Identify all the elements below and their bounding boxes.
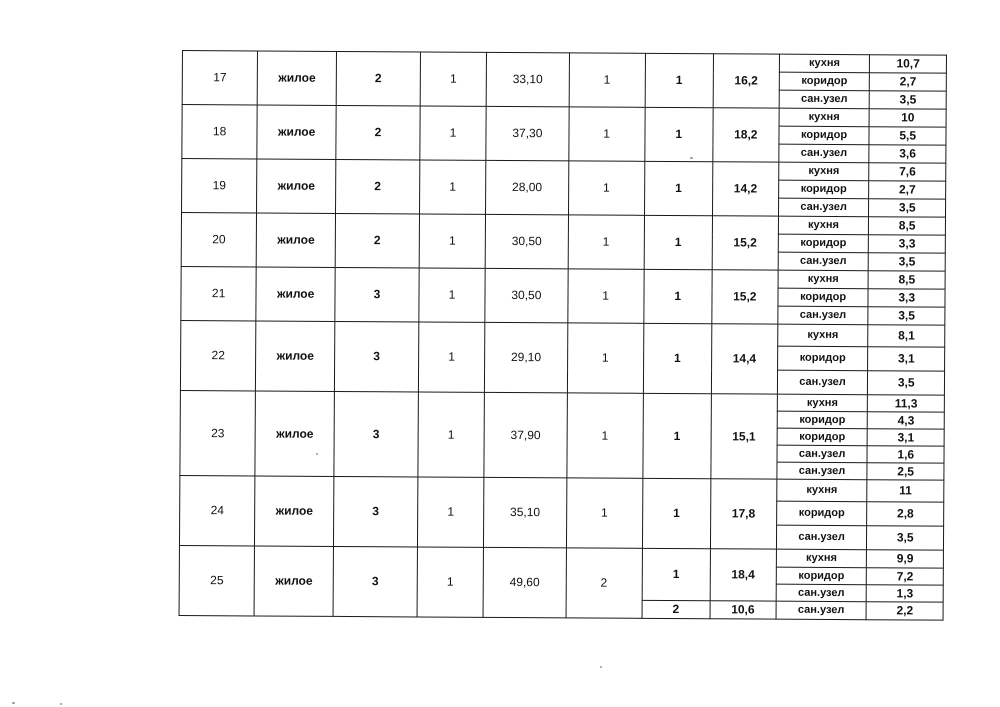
room-number: 1: [645, 53, 714, 107]
total-area: 30,50: [485, 214, 568, 269]
aux-room-name: сан.узел: [778, 306, 869, 325]
aux-room-name: кухня: [777, 324, 868, 347]
scan-speck: [60, 703, 62, 705]
table-row: [181, 213, 945, 236]
aux-room-area: 10: [869, 109, 946, 127]
room-area: 18,2: [713, 108, 779, 162]
aux-room-area: 9,9: [867, 550, 944, 568]
room-area: 10,6: [710, 601, 776, 619]
scan-speck: [316, 453, 318, 455]
aux-room-name: коридор: [778, 288, 869, 307]
scan-speck: [690, 157, 693, 159]
aux-room-name: коридор: [776, 501, 867, 526]
room-area: 14,4: [711, 324, 777, 394]
apartment-type: жилое: [256, 267, 335, 321]
floor: 2: [336, 105, 420, 160]
room-number: 1: [643, 323, 712, 393]
apartment-number: 21: [181, 266, 257, 320]
room-number: 1: [644, 269, 713, 323]
apartment-type: жилое: [257, 51, 336, 105]
total-area: 35,10: [484, 477, 567, 548]
aux-room-name: сан.узел: [777, 445, 868, 463]
column-4: 1: [417, 477, 484, 547]
apartment-type: жилое: [255, 391, 334, 476]
floor: 3: [335, 267, 419, 322]
table-row: [182, 105, 946, 128]
column-4: 1: [418, 322, 485, 392]
aux-room-area: 3,5: [870, 91, 947, 109]
column-4: 1: [419, 214, 486, 268]
aux-room-area: 3,1: [868, 347, 945, 371]
apartment-number: 23: [180, 390, 256, 475]
floor: 3: [333, 546, 417, 617]
total-area: 29,10: [485, 322, 568, 393]
aux-room-name: коридор: [779, 72, 870, 91]
column-4: 1: [420, 52, 487, 106]
aux-room-name: кухня: [778, 216, 869, 235]
aux-room-name: сан.узел: [779, 90, 870, 109]
aux-room-area: 4,3: [868, 412, 945, 429]
room-count: 1: [568, 161, 644, 215]
aux-room-name: кухня: [778, 162, 869, 181]
aux-room-name: кухня: [778, 270, 869, 289]
total-area: 37,90: [484, 392, 567, 478]
aux-room-name: коридор: [778, 180, 869, 199]
column-4: 1: [418, 392, 485, 477]
apartment-type: жилое: [257, 105, 336, 159]
room-area: 15,1: [711, 394, 777, 479]
column-4: 1: [420, 106, 487, 160]
apartment-number: 25: [179, 545, 255, 615]
aux-room-area: 3,3: [869, 235, 946, 253]
room-count: 1: [567, 269, 643, 323]
aux-room-area: 2,7: [869, 181, 946, 199]
total-area: 33,10: [486, 52, 569, 107]
aux-room-area: 3,3: [868, 289, 945, 307]
total-area: 49,60: [483, 547, 566, 618]
aux-room-area: 8,5: [868, 271, 945, 289]
aux-room-area: 11,3: [868, 395, 945, 412]
aux-room-area: 3,5: [867, 526, 944, 550]
aux-room-name: коридор: [778, 234, 869, 253]
aux-room-name: коридор: [777, 346, 868, 371]
floor: 2: [336, 159, 420, 214]
table-row: [180, 475, 944, 502]
floor: 3: [334, 321, 418, 392]
room-number: 1: [644, 161, 713, 215]
scan-speck: [12, 702, 15, 704]
aux-room-area: 7,6: [869, 163, 946, 181]
total-area: 30,50: [485, 268, 568, 323]
room-number: 1: [642, 478, 711, 548]
aux-room-area: 10,7: [870, 55, 947, 73]
aux-room-area: 3,5: [868, 371, 945, 395]
aux-room-name: сан.узел: [778, 198, 869, 217]
aux-room-area: 8,1: [868, 325, 945, 347]
room-number: 1: [642, 548, 711, 600]
room-area: 16,2: [713, 54, 779, 108]
column-4: 1: [419, 160, 486, 214]
aux-room-name: кухня: [779, 54, 870, 73]
floor: 3: [334, 476, 418, 547]
aux-room-name: кухня: [776, 479, 867, 502]
aux-room-name: сан.узел: [776, 601, 867, 620]
total-area: 37,30: [486, 106, 569, 161]
aux-room-name: кухня: [776, 549, 867, 568]
aux-room-name: кухня: [777, 394, 868, 412]
apartment-type: жилое: [257, 159, 336, 213]
room-count: 1: [569, 53, 645, 107]
aux-room-area: 2,5: [867, 463, 944, 480]
column-4: 1: [419, 268, 486, 322]
room-area: 15,2: [712, 270, 778, 324]
room-number: 1: [644, 215, 713, 269]
room-area: 15,2: [712, 216, 778, 270]
aux-room-area: 5,5: [869, 127, 946, 145]
scan-speck: [600, 666, 602, 668]
aux-room-area: 2,7: [870, 73, 947, 91]
aux-room-name: коридор: [776, 567, 867, 585]
room-number: 1: [645, 107, 714, 161]
aux-room-name: сан.узел: [779, 144, 870, 163]
apartment-type: жилое: [256, 321, 335, 391]
aux-room-area: 2,2: [866, 602, 943, 620]
floor: 3: [334, 391, 418, 477]
apartment-number: 24: [179, 475, 255, 545]
table-row: [179, 545, 943, 568]
room-count: 2: [566, 548, 642, 618]
aux-room-name: сан.узел: [777, 370, 868, 395]
apartment-type: жилое: [255, 476, 334, 546]
room-area: 17,8: [710, 479, 776, 549]
apartment-type: жилое: [254, 546, 333, 616]
aux-room-name: сан.узел: [776, 584, 867, 602]
aux-room-area: 1,3: [867, 585, 944, 602]
floor: 2: [335, 213, 419, 268]
column-4: 1: [417, 547, 484, 617]
total-area: 28,00: [486, 160, 569, 215]
apartment-number: 17: [182, 51, 258, 105]
apartment-number: 18: [182, 105, 258, 159]
table-row: [180, 390, 944, 412]
aux-room-name: коридор: [779, 126, 870, 145]
room-number: 1: [643, 393, 712, 478]
aux-room-area: 2,8: [867, 502, 944, 526]
aux-room-area: 3,5: [869, 199, 946, 217]
aux-room-area: 8,5: [869, 217, 946, 235]
aux-room-area: 3,1: [868, 429, 945, 446]
table-row: [182, 51, 946, 74]
aux-room-area: 7,2: [867, 568, 944, 585]
table-row: [182, 159, 946, 182]
aux-room-area: 1,6: [867, 446, 944, 463]
aux-room-name: сан.узел: [777, 462, 868, 480]
room-area: 18,4: [710, 549, 776, 601]
floor: 2: [336, 51, 420, 106]
room-count: 1: [568, 215, 644, 269]
apartment-number: 22: [180, 320, 256, 390]
apartment-number: 20: [181, 213, 257, 267]
room-count: 1: [567, 323, 643, 393]
room-area: 14,2: [712, 162, 778, 216]
apartment-number: 19: [182, 159, 258, 213]
aux-room-name: сан.узел: [778, 252, 869, 271]
aux-room-name: коридор: [777, 428, 868, 446]
room-count: 1: [566, 478, 642, 548]
room-count: 1: [568, 107, 644, 161]
aux-room-area: 3,6: [869, 145, 946, 163]
apartments-table: [179, 50, 947, 621]
aux-room-name: коридор: [777, 411, 868, 429]
room-number: 2: [642, 600, 710, 618]
aux-room-area: 3,5: [868, 307, 945, 325]
aux-room-area: 11: [867, 480, 944, 502]
table-row: [181, 320, 945, 347]
aux-room-name: сан.узел: [776, 525, 867, 550]
aux-room-name: кухня: [779, 108, 870, 127]
apartment-type: жилое: [256, 213, 335, 267]
room-count: 1: [567, 393, 644, 478]
aux-room-area: 3,5: [869, 253, 946, 271]
table-row: [181, 266, 945, 289]
